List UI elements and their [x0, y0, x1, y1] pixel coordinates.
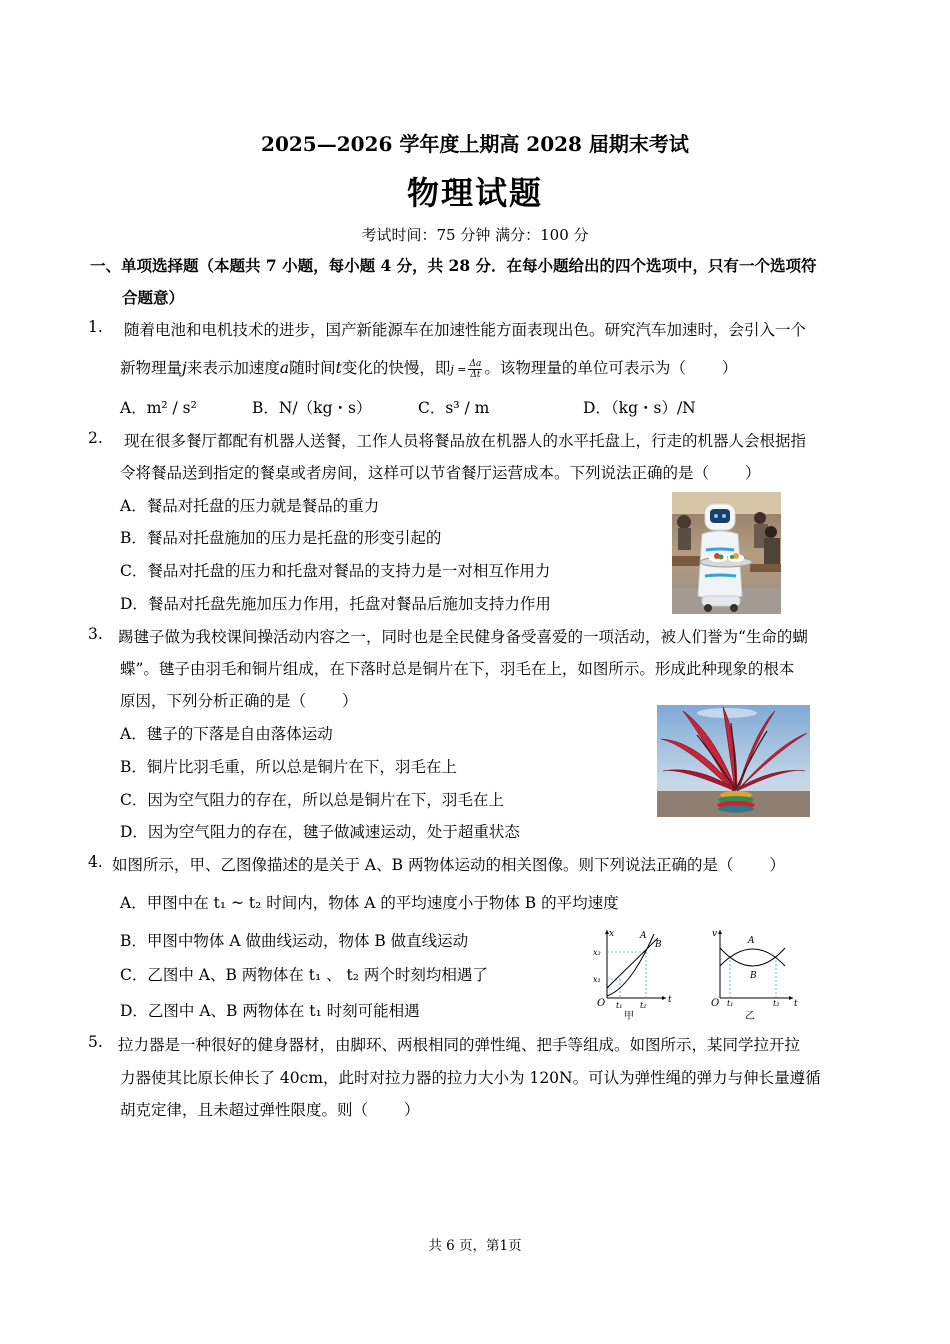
q5-line1: 拉力器是一种很好的健身器材，由脚环、两根相同的弹性绳、把手等组成。如图所示，某同学拉开拉 — [118, 1036, 801, 1054]
q2-line1: 现在很多餐厅都配有机器人送餐，工作人员将餐品放在机器人的水平托盘上，行走的机器人会根据指 — [124, 432, 807, 450]
graph-jia-line-b — [607, 938, 658, 988]
q3-line3: 原因，下列分析正确的是（ ） — [120, 692, 358, 710]
q1-number: 1. — [88, 318, 103, 336]
exam-info: 考试时间：75 分钟 满分：100 分 — [361, 226, 589, 244]
svg-text:x₁: x₁ — [593, 975, 601, 984]
robot-waiter-photo — [672, 492, 781, 614]
q3-option-d: D．因为空气阻力的存在，毽子做减速运动，处于超重状态 — [120, 823, 520, 841]
svg-text:x₂: x₂ — [593, 948, 601, 957]
q3-line2: 蝶”。毽子由羽毛和铜片组成，在下落时总是铜片在下，羽毛在上，如图所示。形成此种现象的根本 — [120, 660, 795, 678]
q3-option-c: C．因为空气阻力的存在，所以总是铜片在下，羽毛在上 — [120, 791, 504, 809]
q2-number: 2. — [88, 429, 103, 447]
q2-option-c: C．餐品对托盘的压力和托盘对餐品的支持力是一对相互作用力 — [120, 562, 551, 580]
q1-option-a: A．m² / s² — [120, 399, 197, 417]
q4-option-c: C．乙图中 A、B 两物体在 t₁ 、 t₂ 两个时刻均相遇了 — [120, 966, 488, 984]
q1-option-b: B．N/（kg・s） — [252, 399, 372, 417]
q2-line2: 令将餐品送到指定的餐桌或者房间，这样可以节省餐厅运营成本。下列说法正确的是（ ） — [120, 464, 761, 482]
shuttlecock-photo — [657, 705, 810, 817]
svg-text:A: A — [748, 936, 755, 946]
q5-number: 5. — [88, 1033, 103, 1051]
q1-option-c: C．s³ / m — [418, 399, 490, 417]
svg-text:t: t — [668, 995, 672, 1005]
graph-jia — [590, 926, 675, 1022]
q4-option-a: A．甲图中在 t₁ ~ t₂ 时间内，物体 A 的平均速度小于物体 B 的平均速度 — [120, 894, 619, 912]
svg-text:t: t — [794, 999, 798, 1009]
svg-text:A: A — [640, 931, 647, 941]
q1-formula-lhs: j = — [450, 363, 467, 376]
page-footer: 共 6 页，第1页 — [428, 1238, 522, 1254]
svg-text:t₂: t₂ — [773, 999, 780, 1008]
q5-line2: 力器使其比原长伸长了 40cm，此时对拉力器的拉力大小为 120N。可认为弹性绳的弹力与伸长量遵循 — [120, 1069, 821, 1087]
q2-option-d: D．餐品对托盘先施加压力作用，托盘对餐品后施加支持力作用 — [120, 595, 551, 613]
q1-line1: 随着电池和电机技术的进步，国产新能源车在加速性能方面表现出色。研究汽车加速时，会引入一个 — [124, 321, 807, 339]
q5-line3: 胡克定律，且未超过弹性限度。则（ ） — [120, 1101, 420, 1119]
q3-line1: 踢毽子做为我校课间操活动内容之一，同时也是全民健身备受喜爱的一项活动，被人们誉为“生命的蝴 — [118, 628, 808, 646]
q1-formula-fraction: $\frac{\Delta a}{\Delta t}$ — [469, 358, 482, 380]
q4-option-d: D．乙图中 A、B 两物体在 t₁ 时刻可能相遇 — [120, 1002, 420, 1020]
svg-text:v: v — [712, 929, 718, 939]
q4-stem: 如图所示，甲、乙图像描述的是关于 A、B 两物体运动的相关图像。则下列说法正确的是（ ） — [112, 856, 785, 874]
svg-text:t₁: t₁ — [727, 999, 734, 1008]
q1-option-d: D．（kg・s）/N — [583, 399, 696, 417]
graph-yi — [705, 926, 803, 1022]
svg-text:O: O — [597, 998, 606, 1009]
svg-text:t₂: t₂ — [640, 1001, 647, 1010]
svg-text:O: O — [711, 998, 720, 1009]
subject-title: 物理试题 — [406, 174, 543, 212]
q3-option-b: B．铜片比羽毛重，所以总是铜片在下，羽毛在上 — [120, 758, 457, 776]
q3-option-a: A．毽子的下落是自由落体运动 — [120, 725, 333, 743]
q4-number: 4. — [88, 853, 103, 871]
svg-text:B: B — [655, 940, 662, 950]
q2-option-b: B．餐品对托盘施加的压力是托盘的形变引起的 — [120, 529, 442, 547]
section-heading: 一、单项选择题（本题共 7 小题，每小题 4 分，共 28 分．在每小题给出的四个选项中，只有一个选项符 — [90, 256, 817, 275]
section-heading-cont: 合题意） — [122, 288, 185, 307]
svg-text:B: B — [750, 971, 757, 981]
q4-option-b: B．甲图中物体 A 做曲线运动，物体 B 做直线运动 — [120, 932, 469, 950]
svg-text:t₁: t₁ — [616, 1001, 623, 1010]
q3-number: 3. — [88, 625, 103, 643]
graph-jia-caption: 甲 — [624, 1011, 634, 1022]
q2-option-a: A．餐品对托盘的压力就是餐品的重力 — [120, 497, 380, 515]
graph-yi-curve-b — [720, 948, 785, 966]
svg-text:x: x — [609, 929, 615, 939]
graph-yi-caption: 乙 — [745, 1011, 755, 1022]
q1-line2: 新物理量j来表示加速度a随时间t变化的快慢，即j = $\frac{\Delta a}{\Delta t}$ 。该物理量的单位可表示为（ ） — [120, 358, 738, 380]
exam-title: 2025—2026 学年度上期高 2028 届期末考试 — [261, 132, 689, 156]
